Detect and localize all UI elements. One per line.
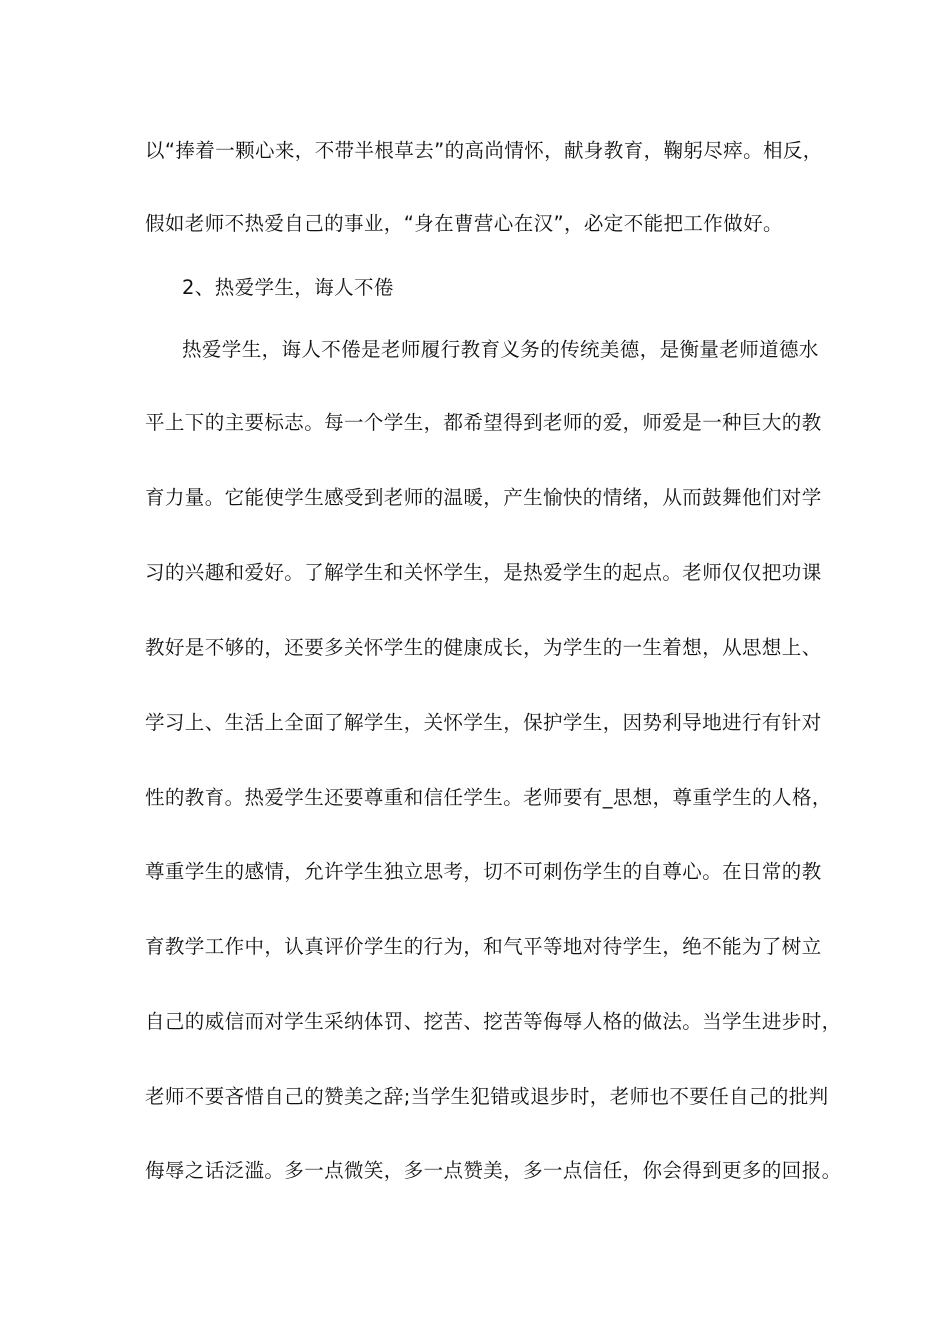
paragraph-line: 自己的威信而对学生采纳体罚、挖苦、挖苦等侮辱人格的做法。当学生进步时， xyxy=(145,1010,842,1033)
paragraph-line: 平上下的主要标志。每一个学生，都希望得到老师的爱，师爱是一种巨大的教 xyxy=(145,411,822,434)
paragraph-line: 育力量。它能使学生感受到老师的温暖，产生愉快的情绪，从而鼓舞他们对学 xyxy=(145,486,822,509)
paragraph-line: 热爱学生，诲人不倦是老师履行教育义务的传统美德，是衡量老师道德水 xyxy=(182,338,819,361)
paragraph-line: 育教学工作中，认真评价学生的行为，和气平等地对待学生，绝不能为了树立 xyxy=(145,935,822,958)
paragraph-line: 假如老师不热爱自己的事业，“身在曹营心在汉”，必定不能把工作做好。 xyxy=(145,212,783,235)
paragraph-line: 以“捧着一颗心来，不带半根草去”的高尚情怀，献身教育，鞠躬尽瘁。相反， xyxy=(145,139,823,162)
section-heading: 2、热爱学生，诲人不倦 xyxy=(182,276,394,299)
paragraph-line: 老师不要吝惜自己的赞美之辞;当学生犯错或退步时，老师也不要任自己的批判 xyxy=(145,1085,829,1108)
paragraph-line: 学习上、生活上全面了解学生，关怀学生，保护学生，因势利导地进行有针对 xyxy=(145,711,822,734)
paragraph-line: 尊重学生的感情，允许学生独立思考，切不可刺伤学生的自尊心。在日常的教 xyxy=(145,860,822,883)
paragraph-line: 性的教育。热爱学生还要尊重和信任学生。老师要有_思想，尊重学生的人格， xyxy=(145,786,832,809)
paragraph-line: 教好是不够的，还要多关怀学生的健康成长，为学生的一生着想，从思想上、 xyxy=(145,636,822,659)
paragraph-line: 侮辱之话泛滥。多一点微笑，多一点赞美，多一点信任，你会得到更多的回报。 xyxy=(145,1159,842,1182)
paragraph-line: 习的兴趣和爱好。了解学生和关怀学生，是热爱学生的起点。老师仅仅把功课 xyxy=(145,561,822,584)
